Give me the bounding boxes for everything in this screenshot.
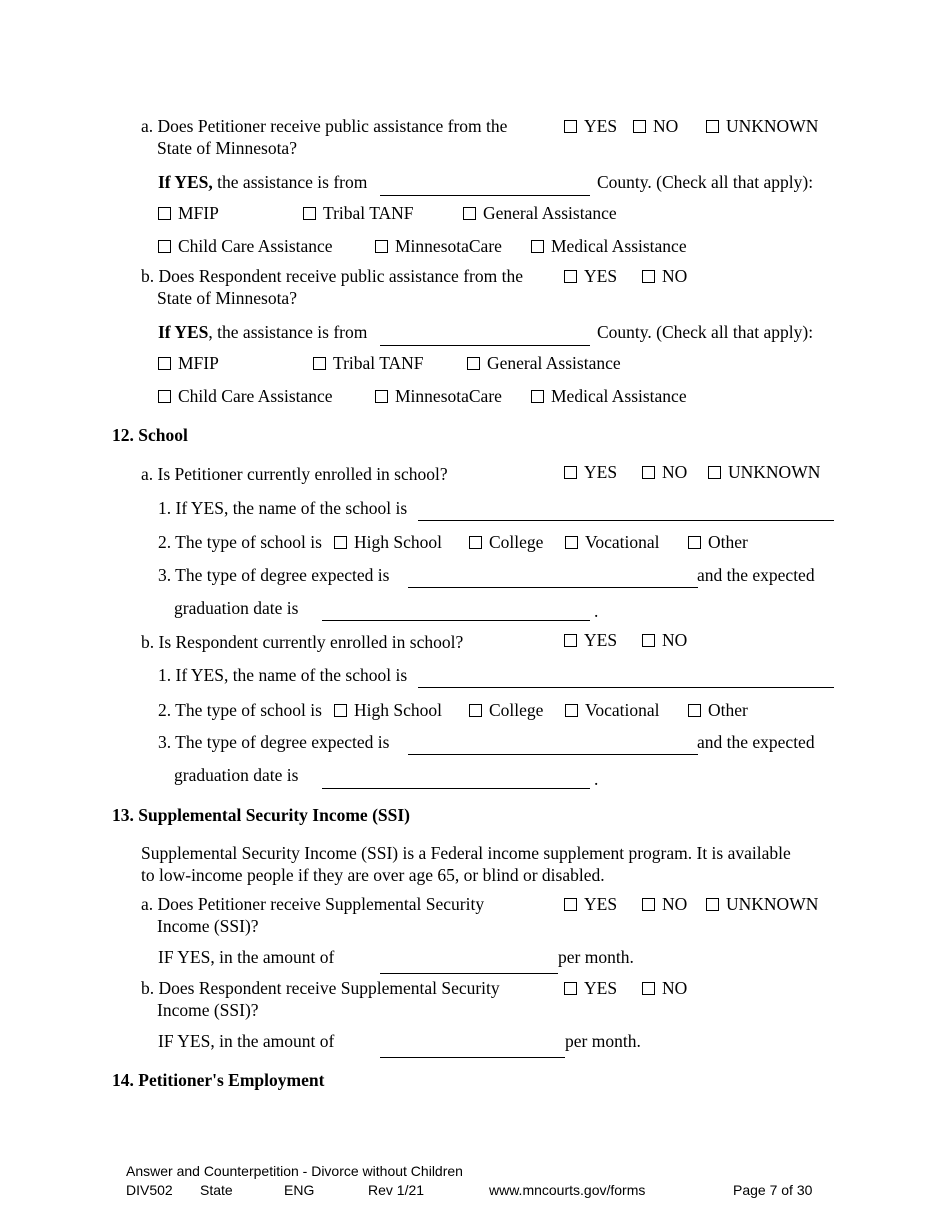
footer-state: State [200, 1182, 233, 1198]
respondent-medical-assistance-option[interactable]: Medical Assistance [531, 385, 687, 407]
checkbox[interactable] [564, 634, 577, 647]
petitioner-general-assistance-option[interactable]: General Assistance [463, 202, 617, 224]
petitioner-child-care-option[interactable]: Child Care Assistance [158, 235, 333, 257]
checkbox[interactable] [706, 120, 719, 133]
respondent-minnesotacare-option[interactable]: MinnesotaCare [375, 385, 502, 407]
checkbox[interactable] [469, 704, 482, 717]
respondent-school-name-label: 1. If YES, the name of the school is [158, 665, 408, 685]
petitioner-assistance-question: a. Does Petitioner receive public assistance from the State of Minnesota? [141, 116, 508, 158]
footer-language: ENG [284, 1182, 315, 1198]
petitioner-expected-label: and the expected [697, 565, 815, 585]
respondent-school-name-field[interactable] [418, 687, 834, 688]
checkbox[interactable] [158, 240, 171, 253]
checkbox[interactable] [565, 704, 578, 717]
petitioner-ssi-unknown-option[interactable]: UNKNOWN [706, 893, 818, 915]
checkbox[interactable] [463, 207, 476, 220]
petitioner-school-name-field[interactable] [418, 520, 834, 521]
respondent-school-question: b. Is Respondent currently enrolled in school? [141, 632, 464, 652]
respondent-assistance-yes-option[interactable]: YES [564, 265, 617, 287]
petitioner-high-school-option[interactable]: High School [334, 531, 442, 553]
ssi-intro: Supplemental Security Income (SSI) is a Federal income supplement program. It is available to low-income people if they are over age 65, or blind or disabled. [141, 843, 791, 885]
petitioner-school-no-option[interactable]: NO [642, 461, 687, 483]
petitioner-school-name-label: 1. If YES, the name of the school is [158, 498, 408, 518]
checkbox[interactable] [531, 240, 544, 253]
footer-url[interactable]: www.mncourts.gov/forms [489, 1182, 646, 1198]
petitioner-other-option[interactable]: Other [688, 531, 748, 553]
checkbox[interactable] [303, 207, 316, 220]
checkbox[interactable] [633, 120, 646, 133]
checkbox[interactable] [531, 390, 544, 403]
petitioner-tribal-tanf-option[interactable]: Tribal TANF [303, 202, 414, 224]
petitioner-ssi-per-month: per month. [558, 947, 634, 967]
respondent-graduation-date-field[interactable] [322, 788, 590, 789]
petitioner-assistance-no-option[interactable]: NO [633, 115, 678, 137]
petitioner-ssi-no-option[interactable]: NO [642, 893, 687, 915]
checkbox[interactable] [158, 207, 171, 220]
respondent-other-option[interactable]: Other [688, 699, 748, 721]
employment-heading: 14. Petitioner's Employment [112, 1070, 325, 1090]
checkbox[interactable] [642, 466, 655, 479]
petitioner-minnesotacare-option[interactable]: MinnesotaCare [375, 235, 502, 257]
respondent-general-assistance-option[interactable]: General Assistance [467, 352, 621, 374]
respondent-graduation-label: graduation date is [174, 765, 299, 785]
respondent-school-no-option[interactable]: NO [642, 629, 687, 651]
respondent-ssi-per-month: per month. [565, 1031, 641, 1051]
respondent-ssi-amount-label: IF YES, in the amount of [158, 1031, 335, 1051]
petitioner-school-yes-option[interactable]: YES [564, 461, 617, 483]
petitioner-ssi-question: a. Does Petitioner receive Supplemental Security Income (SSI)? [141, 894, 485, 936]
period: . [594, 601, 599, 621]
petitioner-graduation-date-field[interactable] [322, 620, 590, 621]
respondent-degree-label: 3. The type of degree expected is [158, 732, 390, 752]
petitioner-assistance-yes-option[interactable]: YES [564, 115, 617, 137]
petitioner-county-field[interactable] [380, 195, 590, 196]
checkbox[interactable] [334, 704, 347, 717]
petitioner-graduation-label: graduation date is [174, 598, 299, 618]
checkbox[interactable] [564, 898, 577, 911]
respondent-assistance-question: b. Does Respondent receive public assistance from the State of Minnesota? [141, 266, 523, 308]
school-heading: 12. School [112, 425, 188, 445]
footer-title: Answer and Counterpetition - Divorce without Children [126, 1163, 463, 1179]
checkbox[interactable] [467, 357, 480, 370]
respondent-high-school-option[interactable]: High School [334, 699, 442, 721]
checkbox[interactable] [706, 898, 719, 911]
checkbox[interactable] [642, 898, 655, 911]
footer-page-number: Page 7 of 30 [733, 1182, 813, 1198]
petitioner-vocational-option[interactable]: Vocational [565, 531, 660, 553]
petitioner-college-option[interactable]: College [469, 531, 543, 553]
respondent-ssi-question: b. Does Respondent receive Supplemental Security Income (SSI)? [141, 978, 500, 1020]
checkbox[interactable] [564, 120, 577, 133]
petitioner-school-type-label: 2. The type of school is [158, 532, 322, 552]
checkbox[interactable] [158, 357, 171, 370]
checkbox[interactable] [565, 536, 578, 549]
checkbox[interactable] [158, 390, 171, 403]
petitioner-county-label: County. (Check all that apply): [597, 172, 814, 192]
respondent-assistance-no-option[interactable]: NO [642, 265, 687, 287]
petitioner-mfip-option[interactable]: MFIP [158, 202, 219, 224]
footer-form-id: DIV502 [126, 1182, 173, 1198]
respondent-expected-label: and the expected [697, 732, 815, 752]
checkbox[interactable] [469, 536, 482, 549]
checkbox[interactable] [688, 704, 701, 717]
checkbox[interactable] [564, 466, 577, 479]
checkbox[interactable] [375, 240, 388, 253]
footer-revision: Rev 1/21 [368, 1182, 425, 1198]
checkbox[interactable] [334, 536, 347, 549]
petitioner-degree-field[interactable] [408, 587, 698, 588]
checkbox[interactable] [564, 982, 577, 995]
respondent-child-care-option[interactable]: Child Care Assistance [158, 385, 333, 407]
petitioner-degree-label: 3. The type of degree expected is [158, 565, 390, 585]
petitioner-school-question: a. Is Petitioner currently enrolled in school? [141, 464, 448, 484]
petitioner-medical-assistance-option[interactable]: Medical Assistance [531, 235, 687, 257]
petitioner-if-yes-label: If YES, the assistance is from [158, 172, 368, 192]
checkbox[interactable] [688, 536, 701, 549]
petitioner-ssi-amount-field[interactable] [380, 973, 558, 974]
respondent-ssi-amount-field[interactable] [380, 1057, 565, 1058]
respondent-county-field[interactable] [380, 345, 590, 346]
checkbox[interactable] [642, 270, 655, 283]
checkbox[interactable] [375, 390, 388, 403]
respondent-college-option[interactable]: College [469, 699, 543, 721]
respondent-school-type-label: 2. The type of school is [158, 700, 322, 720]
checkbox[interactable] [708, 466, 721, 479]
respondent-county-label: County. (Check all that apply): [597, 322, 814, 342]
respondent-ssi-yes-option[interactable]: YES [564, 977, 617, 999]
checkbox[interactable] [642, 634, 655, 647]
respondent-tribal-tanf-option[interactable]: Tribal TANF [313, 352, 424, 374]
respondent-vocational-option[interactable]: Vocational [565, 699, 660, 721]
checkbox[interactable] [642, 982, 655, 995]
petitioner-ssi-amount-label: IF YES, in the amount of [158, 947, 335, 967]
petitioner-ssi-yes-option[interactable]: YES [564, 893, 617, 915]
checkbox[interactable] [564, 270, 577, 283]
respondent-mfip-option[interactable]: MFIP [158, 352, 219, 374]
respondent-ssi-no-option[interactable]: NO [642, 977, 687, 999]
ssi-heading: 13. Supplemental Security Income (SSI) [112, 805, 410, 825]
respondent-if-yes-label: If YES, the assistance is from [158, 322, 368, 342]
period: . [594, 769, 599, 789]
petitioner-school-unknown-option[interactable]: UNKNOWN [708, 461, 820, 483]
checkbox[interactable] [313, 357, 326, 370]
respondent-degree-field[interactable] [408, 754, 698, 755]
respondent-school-yes-option[interactable]: YES [564, 629, 617, 651]
petitioner-assistance-unknown-option[interactable]: UNKNOWN [706, 115, 818, 137]
